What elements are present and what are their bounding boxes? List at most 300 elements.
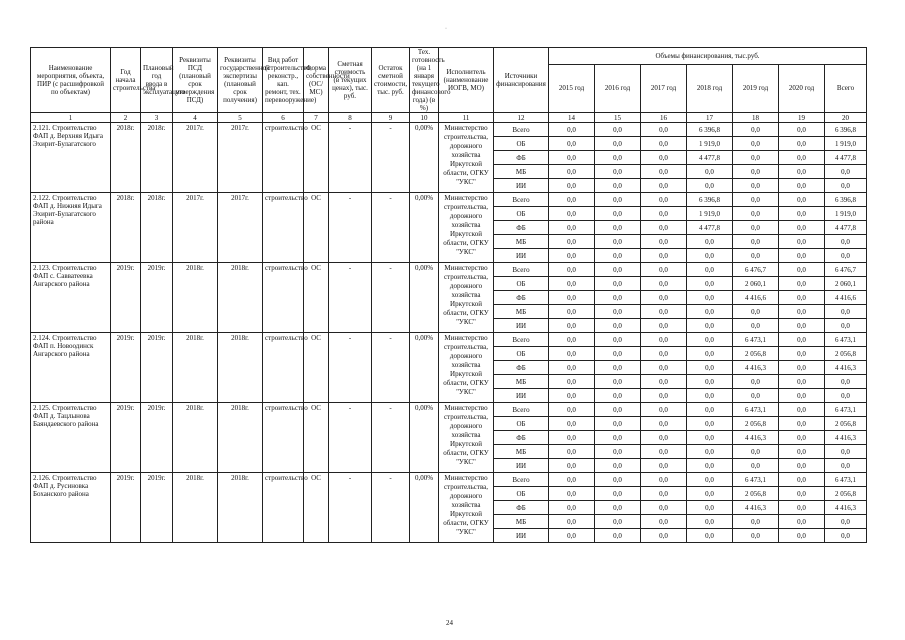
column-number: 6: [263, 113, 304, 123]
column-number: 4: [173, 113, 218, 123]
funding-value: 0,0: [595, 193, 641, 207]
funding-value: 0,0: [687, 473, 733, 487]
column-number: 16: [641, 113, 687, 123]
funding-source: ИИ: [494, 179, 549, 193]
psd-year: 2017г.: [173, 193, 218, 263]
estimated-cost: -: [329, 333, 372, 403]
table-row: [31, 193, 867, 207]
funding-value: 0,0: [641, 319, 687, 333]
funding-value: 0,0: [779, 333, 825, 347]
funding-value: 0,0: [595, 207, 641, 221]
column-number: 8: [329, 113, 372, 123]
funding-value: 4 477,8: [825, 151, 867, 165]
header-year: 2018 год: [687, 64, 733, 112]
funding-value: 0,0: [779, 123, 825, 137]
funding-value: 0,0: [779, 193, 825, 207]
funding-value: 0,0: [825, 375, 867, 389]
funding-value: 0,0: [779, 151, 825, 165]
funding-value: 6 396,8: [825, 193, 867, 207]
funding-value: 0,0: [595, 501, 641, 515]
funding-value: 0,0: [687, 375, 733, 389]
header-year: Всего: [825, 64, 867, 112]
funding-value: 0,0: [549, 515, 595, 529]
object-name: 2.126. Строительство ФАП д. Русиновка Боханского района: [31, 473, 111, 543]
funding-value: 0,0: [687, 529, 733, 543]
executor: Министерство строительства, дорожного хозяйства Иркутской области, ОГКУ "УКС": [439, 403, 494, 473]
funding-value: 0,0: [595, 487, 641, 501]
funding-source: ОБ: [494, 487, 549, 501]
funding-value: 6 473,1: [733, 473, 779, 487]
remaining-cost: -: [372, 473, 410, 543]
funding-value: 0,0: [687, 501, 733, 515]
psd-year: 2018г.: [173, 473, 218, 543]
expertise-year: 2018г.: [218, 263, 263, 333]
work-type: строительство: [263, 193, 304, 263]
readiness: 0,00%: [410, 193, 439, 263]
funding-value: 0,0: [687, 347, 733, 361]
estimated-cost: -: [329, 403, 372, 473]
psd-year: 2018г.: [173, 333, 218, 403]
funding-value: 0,0: [595, 291, 641, 305]
funding-value: 0,0: [825, 165, 867, 179]
funding-value: 0,0: [595, 515, 641, 529]
work-type: строительство: [263, 403, 304, 473]
funding-value: 6 473,1: [825, 403, 867, 417]
psd-year: 2017г.: [173, 123, 218, 193]
funding-value: 0,0: [733, 123, 779, 137]
executor: Министерство строительства, дорожного хозяйства Иркутской области, ОГКУ "УКС": [439, 473, 494, 543]
funding-source: Всего: [494, 263, 549, 277]
funding-value: 0,0: [641, 361, 687, 375]
funding-source: Всего: [494, 473, 549, 487]
header-numbers-row: [31, 113, 867, 123]
funding-source: МБ: [494, 235, 549, 249]
funding-value: 0,0: [779, 459, 825, 473]
funding-value: 4 416,3: [733, 431, 779, 445]
document-sheet: [30, 47, 866, 543]
funding-value: 0,0: [687, 249, 733, 263]
funding-value: 6 473,1: [733, 333, 779, 347]
funding-value: 0,0: [641, 375, 687, 389]
funding-value: 4 477,8: [687, 151, 733, 165]
funding-value: 0,0: [733, 151, 779, 165]
funding-source: ОБ: [494, 137, 549, 151]
funding-value: 0,0: [779, 179, 825, 193]
funding-value: 0,0: [549, 221, 595, 235]
readiness: 0,00%: [410, 123, 439, 193]
funding-value: 0,0: [779, 235, 825, 249]
funding-value: 0,0: [641, 529, 687, 543]
funding-value: 0,0: [733, 249, 779, 263]
funding-value: 1 919,0: [687, 137, 733, 151]
header-year: 2016 год: [595, 64, 641, 112]
funding-value: 0,0: [595, 417, 641, 431]
remaining-cost: -: [372, 263, 410, 333]
funding-value: 4 416,6: [733, 291, 779, 305]
funding-source: Всего: [494, 403, 549, 417]
funding-value: 0,0: [595, 305, 641, 319]
commission-year: 2018г.: [141, 193, 173, 263]
funding-value: 0,0: [687, 235, 733, 249]
expertise-year: 2018г.: [218, 473, 263, 543]
header-funding-group: Объемы финансирования, тыс.руб.: [549, 48, 867, 65]
funding-value: 0,0: [549, 179, 595, 193]
header-work-type: Вид работ (строительство, реконстр., кап. ремонт, тех. перевооружение): [263, 48, 304, 113]
funding-value: 0,0: [549, 333, 595, 347]
funding-value: 0,0: [595, 179, 641, 193]
funding-value: 0,0: [549, 263, 595, 277]
funding-value: 0,0: [779, 291, 825, 305]
funding-value: 0,0: [595, 347, 641, 361]
funding-source: Всего: [494, 193, 549, 207]
funding-value: 0,0: [549, 445, 595, 459]
funding-value: 0,0: [779, 221, 825, 235]
funding-value: 0,0: [595, 375, 641, 389]
funding-value: 0,0: [779, 473, 825, 487]
funding-value: 0,0: [595, 249, 641, 263]
remaining-cost: -: [372, 333, 410, 403]
funding-value: 0,0: [549, 137, 595, 151]
psd-year: 2018г.: [173, 263, 218, 333]
funding-value: 0,0: [549, 501, 595, 515]
header-psd: Реквизиты ПСД (плановый срок утверждения ПСД): [173, 48, 218, 113]
funding-value: 0,0: [687, 165, 733, 179]
column-number: 14: [549, 113, 595, 123]
funding-value: 0,0: [641, 487, 687, 501]
funding-value: 0,0: [687, 305, 733, 319]
work-type: строительство: [263, 473, 304, 543]
column-number: 3: [141, 113, 173, 123]
funding-value: 0,0: [779, 375, 825, 389]
funding-source: ИИ: [494, 389, 549, 403]
funding-value: 0,0: [595, 389, 641, 403]
funding-value: 0,0: [825, 389, 867, 403]
funding-value: 4 416,3: [825, 361, 867, 375]
funding-value: 0,0: [549, 319, 595, 333]
funding-value: 0,0: [549, 431, 595, 445]
funding-value: 0,0: [687, 277, 733, 291]
funding-value: 0,0: [687, 459, 733, 473]
header-year: 2015 год: [549, 64, 595, 112]
funding-value: 4 416,3: [825, 501, 867, 515]
funding-value: 6 473,1: [825, 333, 867, 347]
funding-value: 0,0: [779, 501, 825, 515]
readiness: 0,00%: [410, 333, 439, 403]
funding-value: 0,0: [687, 179, 733, 193]
funding-value: 0,0: [641, 235, 687, 249]
funding-value: 0,0: [779, 263, 825, 277]
funding-value: 0,0: [687, 389, 733, 403]
funding-value: 0,0: [825, 445, 867, 459]
funding-value: 0,0: [825, 235, 867, 249]
table-row: [31, 263, 867, 277]
funding-value: 0,0: [687, 403, 733, 417]
funding-value: 0,0: [549, 291, 595, 305]
funding-value: 6 473,1: [825, 473, 867, 487]
work-type: строительство: [263, 123, 304, 193]
funding-value: 0,0: [687, 431, 733, 445]
commission-year: 2019г.: [141, 263, 173, 333]
funding-value: 0,0: [641, 193, 687, 207]
column-number: 20: [825, 113, 867, 123]
funding-value: 0,0: [641, 165, 687, 179]
start-year: 2019г.: [111, 473, 141, 543]
funding-value: 4 416,6: [825, 291, 867, 305]
funding-source: ИИ: [494, 249, 549, 263]
funding-value: 2 060,1: [825, 277, 867, 291]
funding-value: 0,0: [549, 347, 595, 361]
table-row: [31, 333, 867, 347]
header-commission-year: Плановый год ввода в эксплуатацию: [141, 48, 173, 113]
funding-source: ОБ: [494, 417, 549, 431]
funding-value: 0,0: [595, 529, 641, 543]
object-name: 2.123. Строительство ФАП с. Савватеевка Ангарского района: [31, 263, 111, 333]
funding-value: 2 056,8: [825, 347, 867, 361]
column-number: 5: [218, 113, 263, 123]
funding-value: 0,0: [733, 319, 779, 333]
funding-value: 2 060,1: [733, 277, 779, 291]
funding-value: 0,0: [641, 515, 687, 529]
funding-value: 0,0: [733, 221, 779, 235]
funding-source: ФБ: [494, 221, 549, 235]
funding-value: 0,0: [641, 123, 687, 137]
ownership: ОС: [304, 333, 329, 403]
funding-value: 0,0: [733, 137, 779, 151]
funding-value: 4 477,8: [825, 221, 867, 235]
funding-value: 0,0: [549, 249, 595, 263]
funding-value: 0,0: [687, 263, 733, 277]
header-executor: Исполнитель (наименование ИОГВ, МО): [439, 48, 494, 113]
funding-value: 0,0: [641, 459, 687, 473]
funding-source: ИИ: [494, 319, 549, 333]
funding-value: 0,0: [549, 193, 595, 207]
funding-value: 0,0: [733, 193, 779, 207]
funding-source: ФБ: [494, 361, 549, 375]
funding-value: 0,0: [549, 529, 595, 543]
readiness: 0,00%: [410, 403, 439, 473]
expertise-year: 2017г.: [218, 123, 263, 193]
funding-source: Всего: [494, 333, 549, 347]
funding-value: 0,0: [641, 431, 687, 445]
funding-value: 0,0: [641, 137, 687, 151]
funding-value: 0,0: [687, 417, 733, 431]
header-expertise: Реквизиты государственной экспертизы (плановый срок получения): [218, 48, 263, 113]
funding-value: 0,0: [595, 137, 641, 151]
funding-value: 0,0: [549, 361, 595, 375]
funding-value: 0,0: [549, 459, 595, 473]
funding-value: 0,0: [733, 179, 779, 193]
funding-value: 0,0: [641, 333, 687, 347]
funding-value: 0,0: [733, 515, 779, 529]
funding-value: 0,0: [641, 305, 687, 319]
column-number: 19: [779, 113, 825, 123]
funding-value: 0,0: [641, 389, 687, 403]
funding-value: 0,0: [549, 235, 595, 249]
funding-value: 0,0: [641, 291, 687, 305]
funding-value: 6 396,8: [825, 123, 867, 137]
start-year: 2019г.: [111, 403, 141, 473]
funding-value: 0,0: [595, 459, 641, 473]
funding-value: 0,0: [595, 333, 641, 347]
funding-value: 0,0: [595, 319, 641, 333]
funding-value: 0,0: [733, 235, 779, 249]
funding-value: 0,0: [779, 305, 825, 319]
funding-source: Всего: [494, 123, 549, 137]
funding-value: 0,0: [687, 291, 733, 305]
funding-value: 0,0: [733, 529, 779, 543]
funding-value: 0,0: [641, 347, 687, 361]
ownership: ОС: [304, 123, 329, 193]
funding-value: 0,0: [779, 403, 825, 417]
remaining-cost: -: [372, 403, 410, 473]
funding-value: 4 416,3: [733, 361, 779, 375]
funding-source: ОБ: [494, 277, 549, 291]
funding-value: 0,0: [825, 319, 867, 333]
start-year: 2019г.: [111, 263, 141, 333]
funding-value: 0,0: [779, 165, 825, 179]
funding-value: 0,0: [779, 319, 825, 333]
funding-value: 0,0: [595, 165, 641, 179]
commission-year: 2018г.: [141, 123, 173, 193]
funding-value: 0,0: [549, 487, 595, 501]
funding-value: 0,0: [825, 305, 867, 319]
executor: Министерство строительства, дорожного хозяйства Иркутской области, ОГКУ "УКС": [439, 333, 494, 403]
ownership: ОС: [304, 403, 329, 473]
funding-value: 0,0: [687, 487, 733, 501]
readiness: 0,00%: [410, 263, 439, 333]
column-number: 11: [439, 113, 494, 123]
header-estimated-cost: Сметная стоимость (в текущих ценах), тыс. руб.: [329, 48, 372, 113]
funding-value: 0,0: [779, 347, 825, 361]
funding-value: 0,0: [595, 277, 641, 291]
funding-value: 0,0: [779, 487, 825, 501]
funding-value: 0,0: [779, 431, 825, 445]
funding-value: 0,0: [641, 501, 687, 515]
table-body: [31, 123, 867, 543]
funding-value: 6 396,8: [687, 193, 733, 207]
column-number: 2: [111, 113, 141, 123]
funding-value: 0,0: [779, 417, 825, 431]
header-start-year: Год начала строительства: [111, 48, 141, 113]
funding-value: 0,0: [641, 249, 687, 263]
funding-value: 6 476,7: [733, 263, 779, 277]
header-ownership: Форма собственности (ОС/МС): [304, 48, 329, 113]
funding-value: 0,0: [595, 445, 641, 459]
column-number: 12: [494, 113, 549, 123]
funding-value: 0,0: [779, 361, 825, 375]
funding-source: МБ: [494, 375, 549, 389]
funding-source: ОБ: [494, 207, 549, 221]
funding-table: [30, 47, 867, 543]
funding-value: 0,0: [641, 221, 687, 235]
table-row: [31, 123, 867, 137]
funding-value: 0,0: [549, 207, 595, 221]
funding-value: 0,0: [641, 403, 687, 417]
start-year: 2019г.: [111, 333, 141, 403]
funding-value: 0,0: [825, 249, 867, 263]
commission-year: 2019г.: [141, 473, 173, 543]
funding-value: 2 056,8: [733, 487, 779, 501]
funding-value: 0,0: [825, 179, 867, 193]
funding-value: 0,0: [595, 431, 641, 445]
column-number: 1: [31, 113, 111, 123]
funding-value: 4 477,8: [687, 221, 733, 235]
funding-value: 0,0: [641, 445, 687, 459]
funding-value: 2 056,8: [733, 417, 779, 431]
funding-value: 0,0: [733, 445, 779, 459]
funding-value: 0,0: [641, 417, 687, 431]
funding-value: 2 056,8: [825, 417, 867, 431]
estimated-cost: -: [329, 473, 372, 543]
funding-value: 0,0: [687, 319, 733, 333]
column-number: 17: [687, 113, 733, 123]
funding-value: 0,0: [779, 207, 825, 221]
funding-value: 0,0: [733, 459, 779, 473]
funding-source: МБ: [494, 445, 549, 459]
header-readiness: Тех. готовность (на 1 января текущего финансового года) (в %): [410, 48, 439, 113]
expertise-year: 2018г.: [218, 333, 263, 403]
funding-value: 0,0: [779, 389, 825, 403]
page-number: 24: [446, 619, 453, 627]
work-type: строительство: [263, 263, 304, 333]
scan-speck: ·: [445, 26, 447, 32]
funding-source: ФБ: [494, 291, 549, 305]
header-year: 2020 год: [779, 64, 825, 112]
expertise-year: 2017г.: [218, 193, 263, 263]
funding-value: 1 919,0: [825, 137, 867, 151]
funding-value: 0,0: [595, 473, 641, 487]
funding-value: 6 476,7: [825, 263, 867, 277]
funding-value: 0,0: [595, 235, 641, 249]
funding-value: 0,0: [825, 529, 867, 543]
estimated-cost: -: [329, 193, 372, 263]
work-type: строительство: [263, 333, 304, 403]
funding-value: 0,0: [733, 165, 779, 179]
column-number: 18: [733, 113, 779, 123]
funding-source: ИИ: [494, 529, 549, 543]
funding-value: 6 473,1: [733, 403, 779, 417]
funding-value: 0,0: [779, 445, 825, 459]
funding-value: 2 056,8: [733, 347, 779, 361]
funding-value: 0,0: [779, 137, 825, 151]
readiness: 0,00%: [410, 473, 439, 543]
executor: Министерство строительства, дорожного хозяйства Иркутской области, ОГКУ "УКС": [439, 193, 494, 263]
funding-value: 0,0: [549, 165, 595, 179]
funding-value: 0,0: [779, 277, 825, 291]
table-row: [31, 473, 867, 487]
object-name: 2.121. Строительство ФАП д. Верхняя Идыга Эхирит-Булагатского: [31, 123, 111, 193]
ownership: ОС: [304, 193, 329, 263]
object-name: 2.122. Строительство ФАП д. Нижняя Идыга Эхирит-Булагатского района: [31, 193, 111, 263]
remaining-cost: -: [372, 123, 410, 193]
remaining-cost: -: [372, 193, 410, 263]
funding-value: 0,0: [733, 375, 779, 389]
funding-value: 0,0: [779, 249, 825, 263]
funding-value: 1 919,0: [825, 207, 867, 221]
column-number: 15: [595, 113, 641, 123]
funding-value: 0,0: [595, 221, 641, 235]
funding-value: 0,0: [779, 515, 825, 529]
commission-year: 2019г.: [141, 403, 173, 473]
column-number: 9: [372, 113, 410, 123]
start-year: 2018г.: [111, 123, 141, 193]
estimated-cost: -: [329, 123, 372, 193]
funding-value: 0,0: [779, 529, 825, 543]
funding-value: 0,0: [687, 515, 733, 529]
funding-source: ФБ: [494, 501, 549, 515]
executor: Министерство строительства, дорожного хозяйства Иркутской области, ОГКУ "УКС": [439, 263, 494, 333]
header-year: 2019 год: [733, 64, 779, 112]
